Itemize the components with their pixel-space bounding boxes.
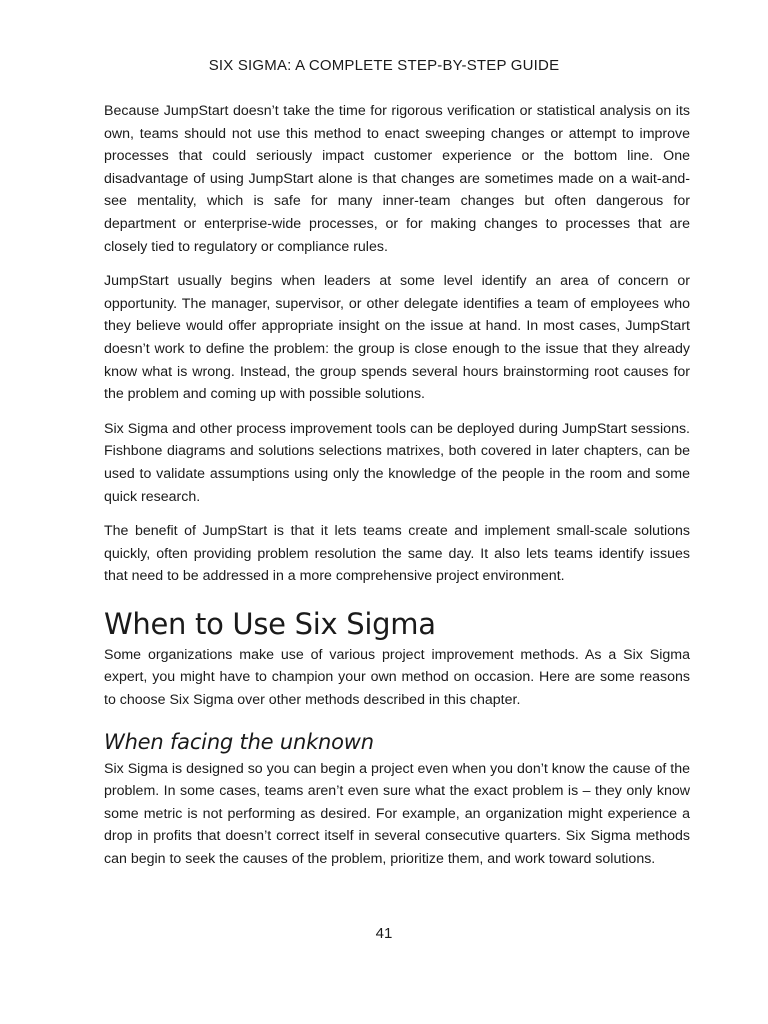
- body-paragraph-2: JumpStart usually begins when leaders at some level identify an area of concern or opportunity. The manager, supervisor, or other delegate identifies a team of employees who they believe would offer appropriate insight on the issue at hand. In most cases, JumpStart doesn’t work to define the problem: the group is close enough to the issue that they already know what is wrong. Instead, the group spends several hours brainstorming root causes for the problem and coming up with possible solutions.: [104, 273, 690, 403]
- subsection-heading: When facing the unknown: [104, 729, 374, 754]
- subsection-paragraph: Six Sigma is designed so you can begin a project even when you don’t know the cause of the problem. In some cases, teams aren’t even sure what the exact problem is – they only know some metric is not performing as desired. For example, an organization might experience a drop in profits that doesn’t correct itself in several consecutive quarters. Six Sigma methods can begin to seek the causes of the problem, prioritize them, and work toward solutions.: [104, 760, 690, 868]
- page-content: [104, 100, 690, 883]
- body-paragraph-4: The benefit of JumpStart is that it lets teams create and implement small-scale solutions quickly, often providing problem resolution the same day. It also lets teams identify issues that need to be addressed in a more comprehensive project environment.: [104, 523, 690, 585]
- page-number: 41: [375, 925, 393, 942]
- running-header: SIX SIGMA: A COMPLETE STEP-BY-STEP GUIDE: [208, 57, 560, 74]
- section-paragraph: Some organizations make use of various project improvement methods. As a Six Sigma expert, you might have to champion your own method on occasion. Here are some reasons to choose Six Sigma over other methods described in this chapter.: [104, 646, 690, 709]
- body-paragraph-1: Because JumpStart doesn’t take the time for rigorous verification or statistical analysis on its own, teams should not use this method to enact sweeping changes or attempt to improve processes that could seriously impact customer experience or the bottom line. One disadvantage of using JumpStart alone is that changes are sometimes made on a wait-and-see mentality, which is safe for many inner-team changes but often dangerous for department or enterprise-wide processes, or for making changes to processes that are closely tied to regulatory or compliance rules.: [104, 103, 690, 255]
- body-paragraph-3: Six Sigma and other process improvement tools can be deployed during JumpStart sessions. Fishbone diagrams and solutions selections matrixes, both covered in later chapters, can be used to validate assumptions using only the knowledge of the people in the room and some quick research.: [104, 420, 690, 505]
- section-heading: When to Use Six Sigma: [104, 606, 436, 641]
